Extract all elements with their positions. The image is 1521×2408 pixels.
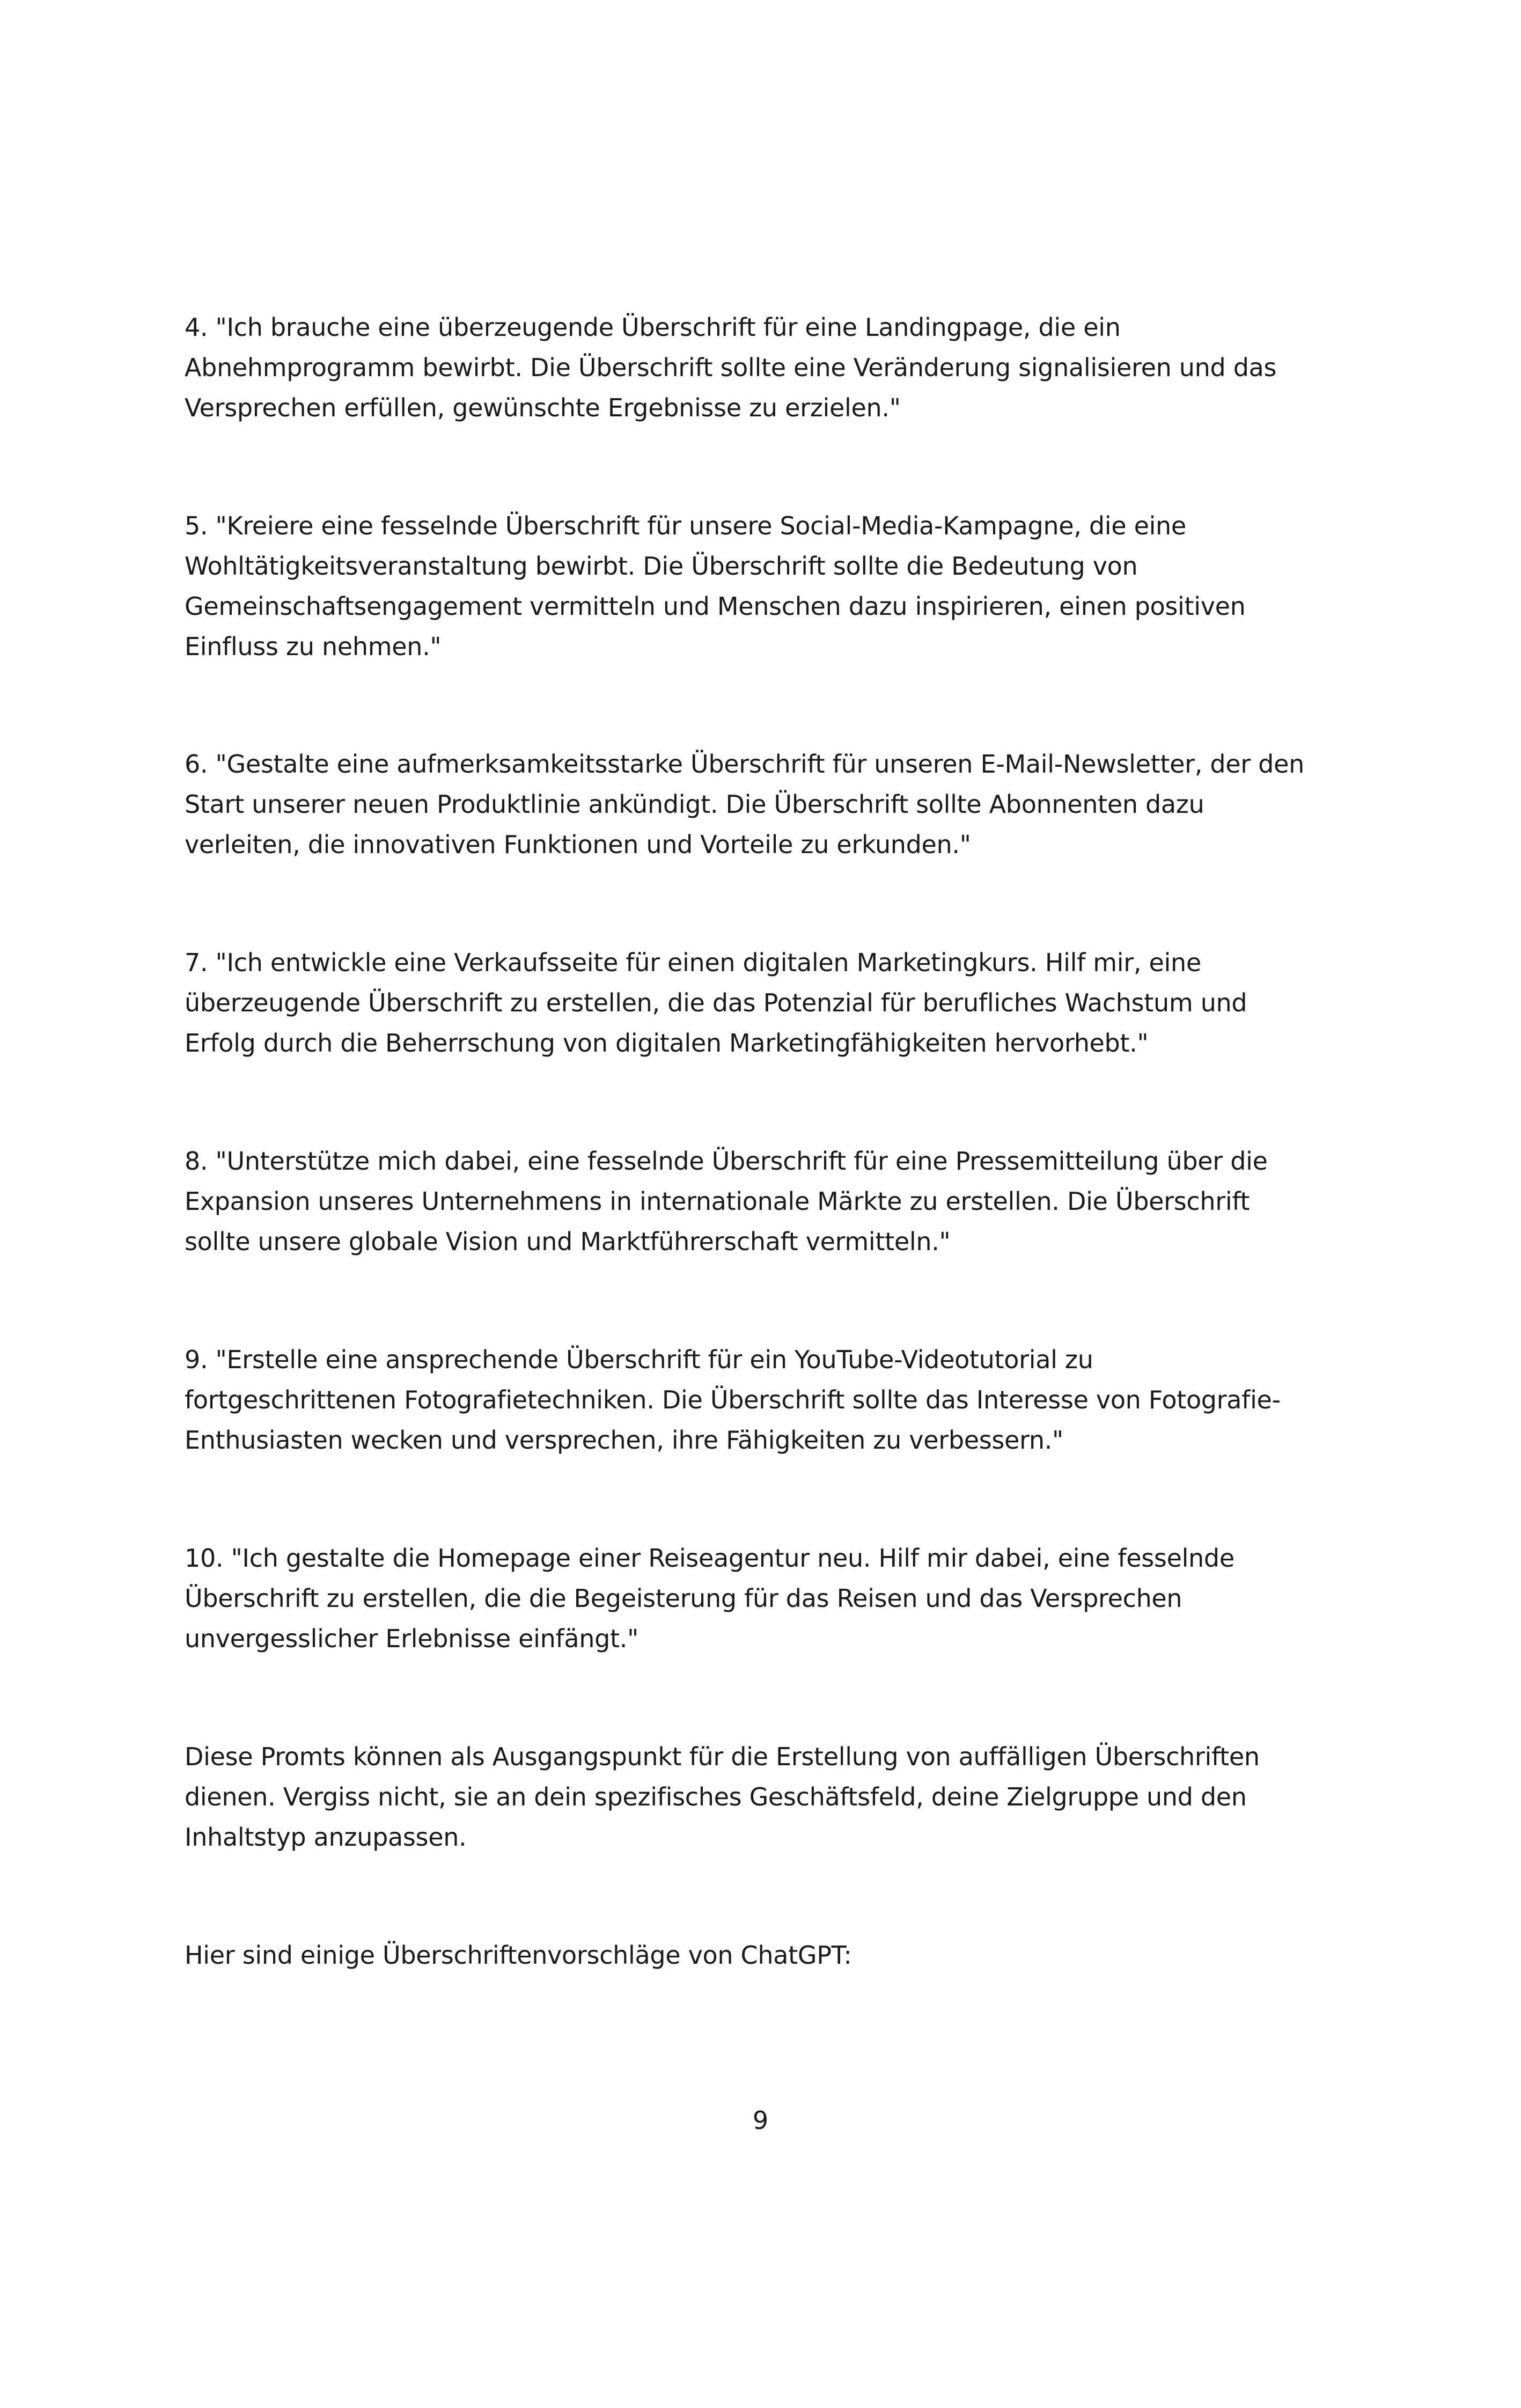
paragraph-prompt-5: 5. "Kreiere eine fesselnde Überschrift für unsere Social-Media-Kampagne, die eine Wohltätigkeitsveranstaltung bewirbt. Die Überschrift sollte die Bedeutung von Gemeinschaftsengagement vermitteln und Menschen dazu inspirieren, einen positiven Einfluss zu nehmen." <box>185 511 1246 661</box>
paragraph-prompt-9: 9. "Erstelle eine ansprechende Überschrift für ein YouTube-Videotutorial zu fortgeschrittenen Fotografietechniken. Die Überschrift sollte das Interesse von Fotografie- Enthusiasten wecken und versprechen, ihre Fähigkeiten zu verbessern." <box>185 1345 1281 1455</box>
paragraph-closing-note: Diese Promts können als Ausgangspunkt für die Erstellung von auffälligen Überschriften dienen. Vergiss nicht, sie an dein spezifisches Geschäftsfeld, deine Zielgruppe und den Inhaltstyp anzupassen. <box>185 1742 1260 1852</box>
paragraph-prompt-4: 4. "Ich brauche eine überzeugende Überschrift für eine Landingpage, die ein Abnehmprogramm bewirbt. Die Überschrift sollte eine Veränderung signalisieren und das Versprechen erfüllen, gewünschte Ergebnisse zu erzielen." <box>185 313 1277 422</box>
page-number: 9 <box>752 2106 769 2135</box>
paragraph-prompt-7: 7. "Ich entwickle eine Verkaufsseite für einen digitalen Marketingkurs. Hilf mir, eine überzeugende Überschrift zu erstellen, die das Potenzial für berufliches Wachstum und Erfolg durch die Beherrschung von digitalen Marketingfähigkeiten hervorhebt." <box>185 948 1247 1058</box>
paragraph-prompt-6: 6. "Gestalte eine aufmerksamkeitsstarke Überschrift für unseren E-Mail-Newsletter, der den Start unserer neuen Produktlinie ankündigt. Die Überschrift sollte Abonnenten dazu verleiten, die innovativen Funktionen und Vorteile zu erkunden." <box>185 750 1304 859</box>
paragraph-suggestions-intro: Hier sind einige Überschriftenvorschläge von ChatGPT: <box>185 1941 852 1970</box>
paragraph-prompt-8: 8. "Unterstütze mich dabei, eine fesselnde Überschrift für eine Pressemitteilung über die Expansion unseres Unternehmens in internationale Märkte zu erstellen. Die Überschrift sollte unsere globale Vision und Marktführerschaft vermitteln." <box>185 1147 1268 1256</box>
paragraph-prompt-10: 10. "Ich gestalte die Homepage einer Reiseagentur neu. Hilf mir dabei, eine fesselnde Überschrift zu erstellen, die die Begeisterung für das Reisen und das Versprechen unvergesslicher Erlebnisse einfängt." <box>185 1544 1235 1653</box>
